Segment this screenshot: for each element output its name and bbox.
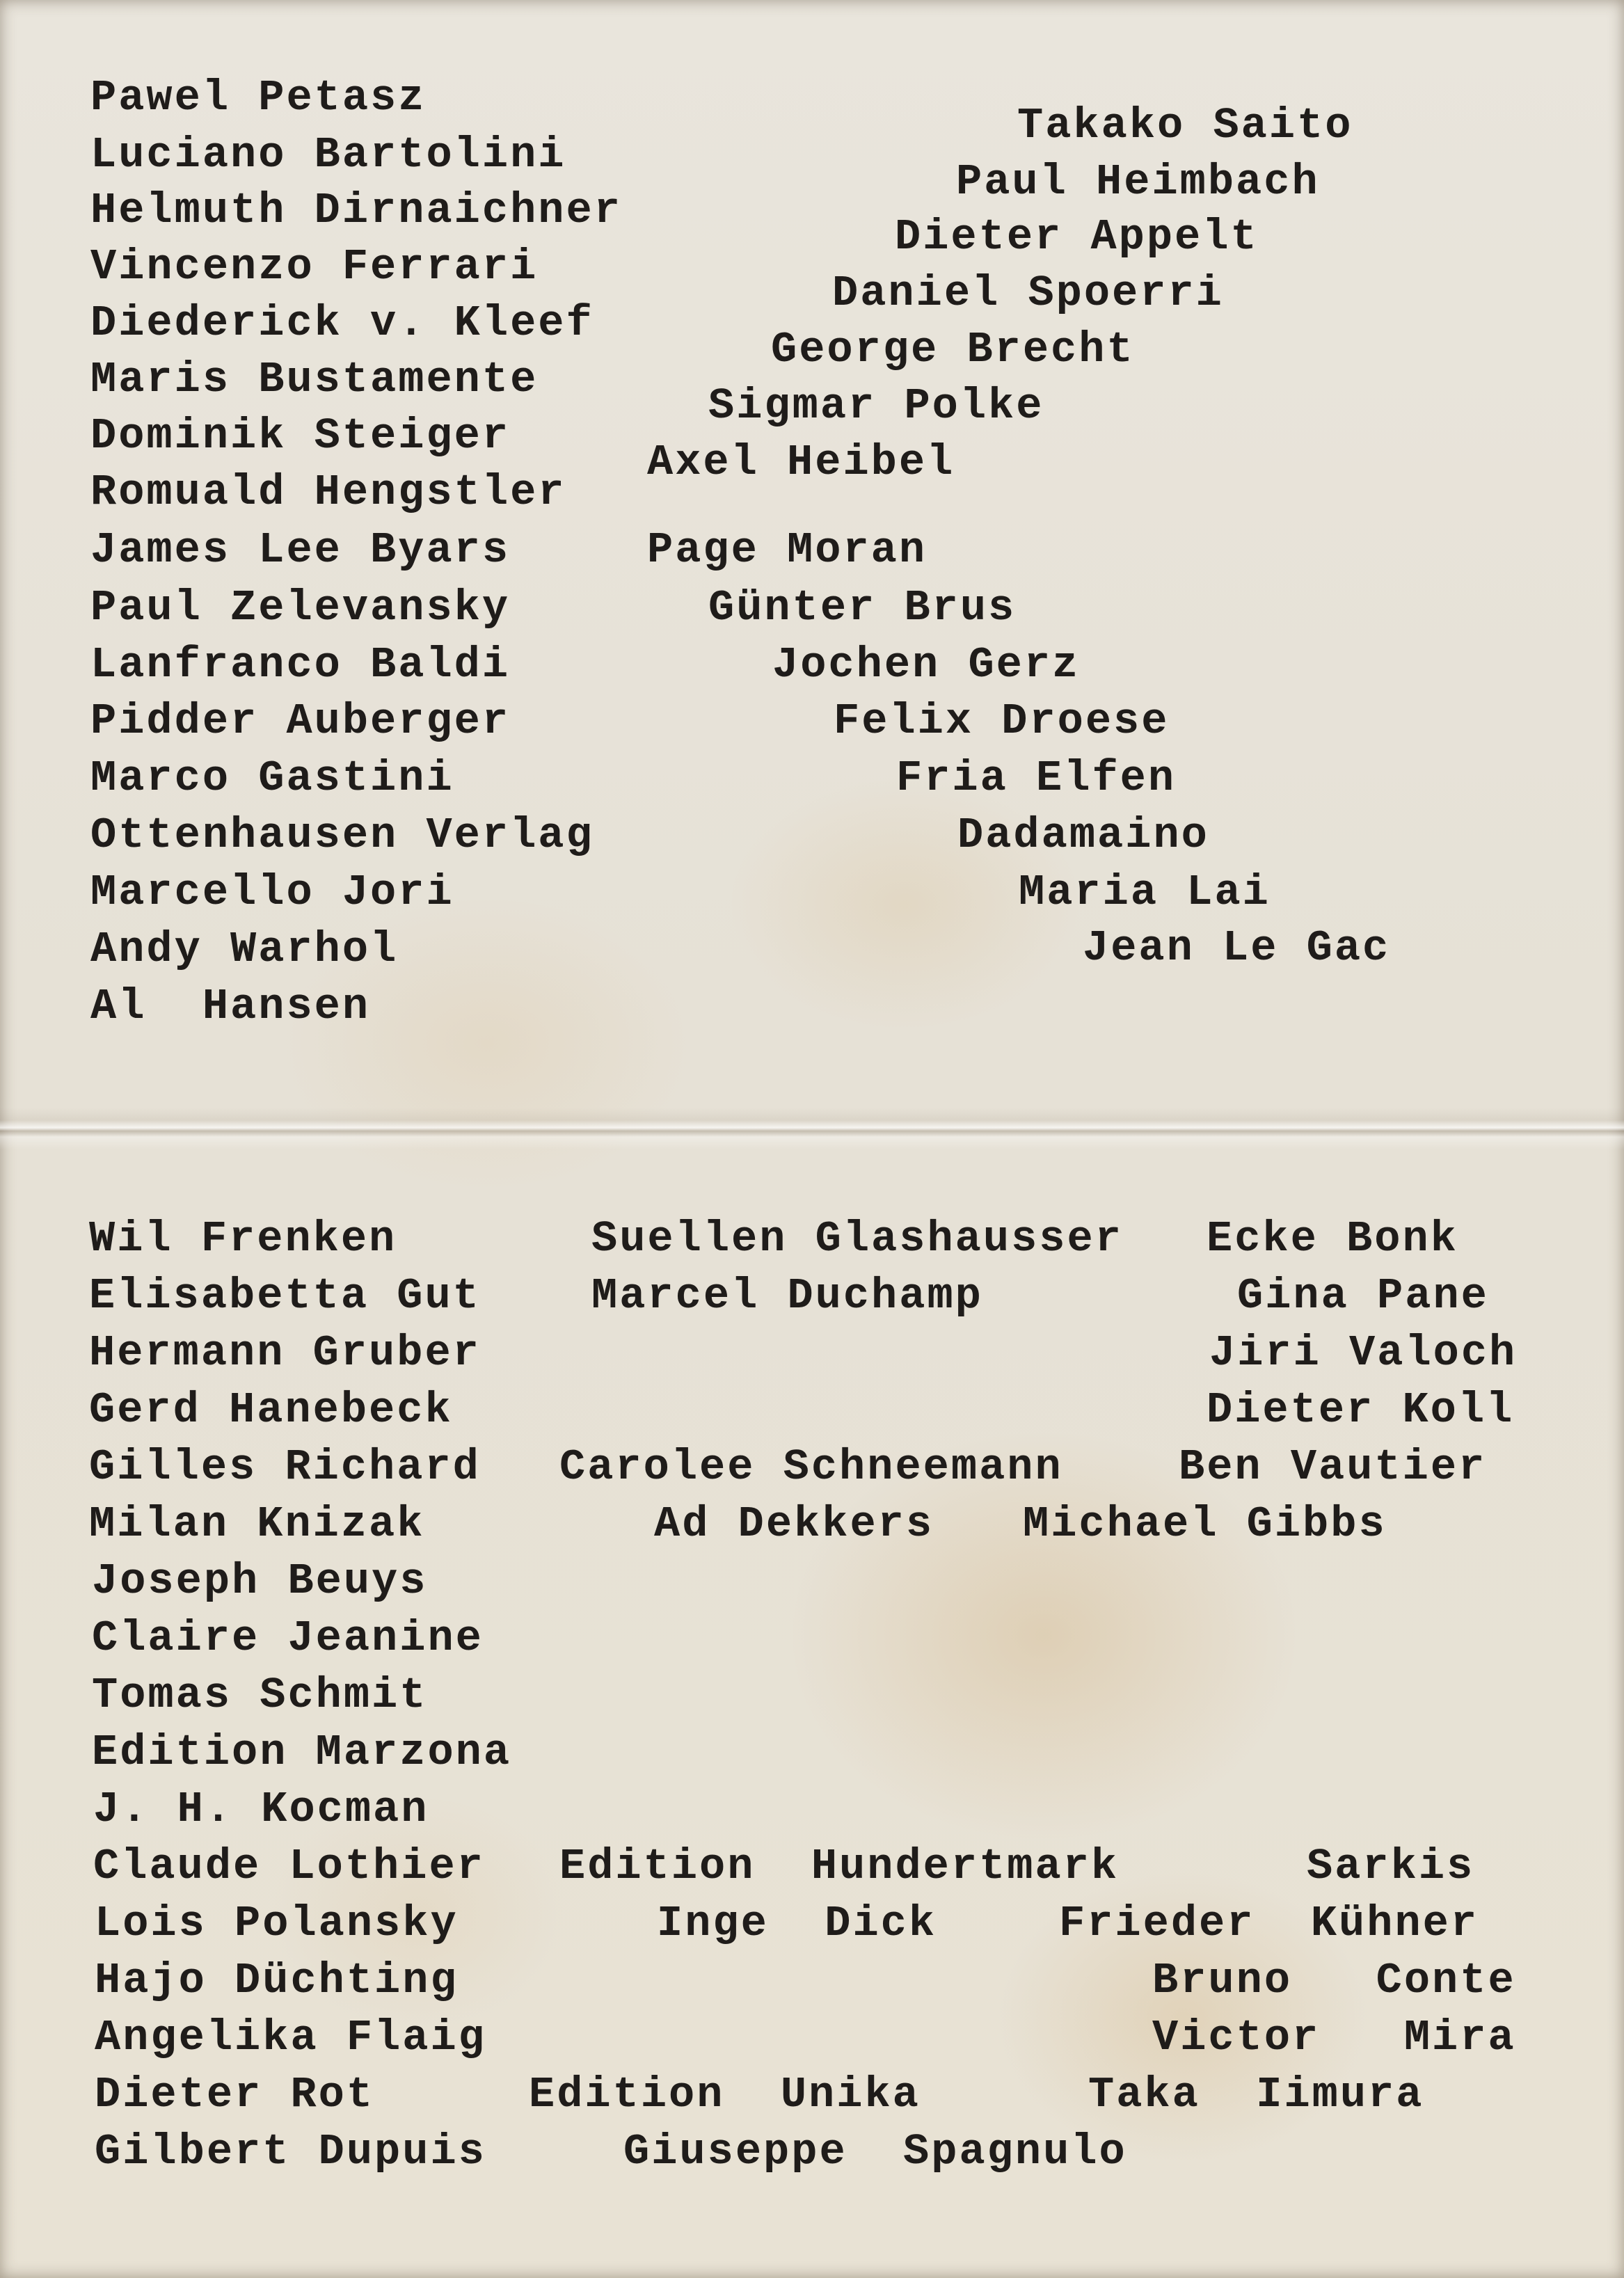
name-entry: Dieter Appelt [895,212,1259,262]
name-entry: Felix Droese [834,696,1170,746]
name-entry: Gina Pane [1237,1271,1489,1321]
name-entry: Lois Polansky [95,1899,459,1948]
name-entry: Claude Lothier [93,1842,485,1891]
name-entry: James Lee Byars [90,525,511,575]
name-entry: Frieder Kühner [1059,1899,1479,1948]
name-entry: Pidder Auberger [90,696,511,746]
name-entry: Dieter Rot [95,2070,375,2119]
name-entry: Angelika Flaig [95,2013,486,2062]
name-entry: Marcel Duchamp [591,1271,983,1321]
name-entry: Page Moran [647,525,928,575]
name-entry: Sigmar Polke [708,381,1044,431]
name-entry: Milan Knizak [89,1499,425,1549]
name-entry: Daniel Spoerri [832,269,1224,318]
name-entry: Jiri Valoch [1209,1328,1518,1378]
name-entry: Romuald Hengstler [90,468,566,517]
name-entry: Tomas Schmit [92,1671,428,1720]
name-entry: Ottenhausen Verlag [90,811,594,860]
name-entry: Vincenzo Ferrari [90,242,539,292]
name-entry: Joseph Beuys [92,1556,428,1606]
name-entry: Claire Jeanine [92,1614,484,1663]
name-entry: Sarkis [1307,1842,1475,1891]
name-entry: Wil Frenken [89,1214,397,1264]
name-entry: Gilles Richard [89,1442,481,1492]
name-entry: Paul Heimbach [956,157,1320,207]
name-entry: Pawel Petasz [90,73,427,122]
name-entry: Dominik Steiger [90,411,511,461]
name-entry: Edition Unika [529,2070,921,2119]
name-entry: J. H. Kocman [93,1785,429,1834]
name-entry: Diederick v. Kleef [90,298,594,348]
name-entry: Taka Iimura [1088,2070,1424,2119]
name-entry: Lanfranco Baldi [90,640,511,690]
name-entry: Maris Bustamente [90,355,539,404]
card-fold-crease [0,1108,1624,1149]
name-entry: Günter Brus [708,583,1017,632]
name-entry: Marco Gastini [90,754,454,803]
name-entry: Al Hansen [90,982,371,1031]
name-entry: Ben Vautier [1179,1442,1487,1492]
name-entry: Luciano Bartolini [90,130,566,180]
name-entry: George Brecht [771,325,1135,374]
name-entry: Hajo Düchting [95,1956,459,2005]
name-entry: Inge Dick [657,1899,937,1948]
name-entry: Edition Hundertmark [559,1842,1120,1891]
name-entry: Fria Elfen [896,754,1177,803]
name-entry: Carolee Schneemann [559,1442,1063,1492]
name-entry: Paul Zelevansky [90,583,511,632]
name-entry: Helmuth Dirnaichner [90,186,622,235]
name-entry: Gilbert Dupuis [95,2127,486,2176]
name-entry: Marcello Jori [90,868,454,917]
name-entry: Michael Gibbs [1023,1499,1387,1549]
name-entry: Suellen Glashausser [591,1214,1123,1264]
name-entry: Takako Saito [1017,101,1353,150]
name-entry: Ecke Bonk [1207,1214,1458,1264]
name-entry: Ad Dekkers [654,1499,934,1549]
name-entry: Axel Heibel [647,438,955,487]
name-entry: Dadamaino [957,811,1209,860]
name-entry: Edition Marzona [92,1728,512,1777]
name-entry: Jochen Gerz [772,640,1081,690]
name-entry: Gerd Hanebeck [89,1385,453,1435]
name-entry: Giuseppe Spagnulo [623,2127,1127,2176]
name-entry: Dieter Koll [1207,1385,1515,1435]
name-entry: Victor Mira [1152,2013,1516,2062]
name-entry: Andy Warhol [90,925,399,974]
name-entry: Elisabetta Gut [89,1271,481,1321]
name-entry: Jean Le Gac [1083,923,1391,973]
name-entry: Hermann Gruber [89,1328,481,1378]
name-entry: Bruno Conte [1152,1956,1516,2005]
name-entry: Maria Lai [1019,868,1271,917]
